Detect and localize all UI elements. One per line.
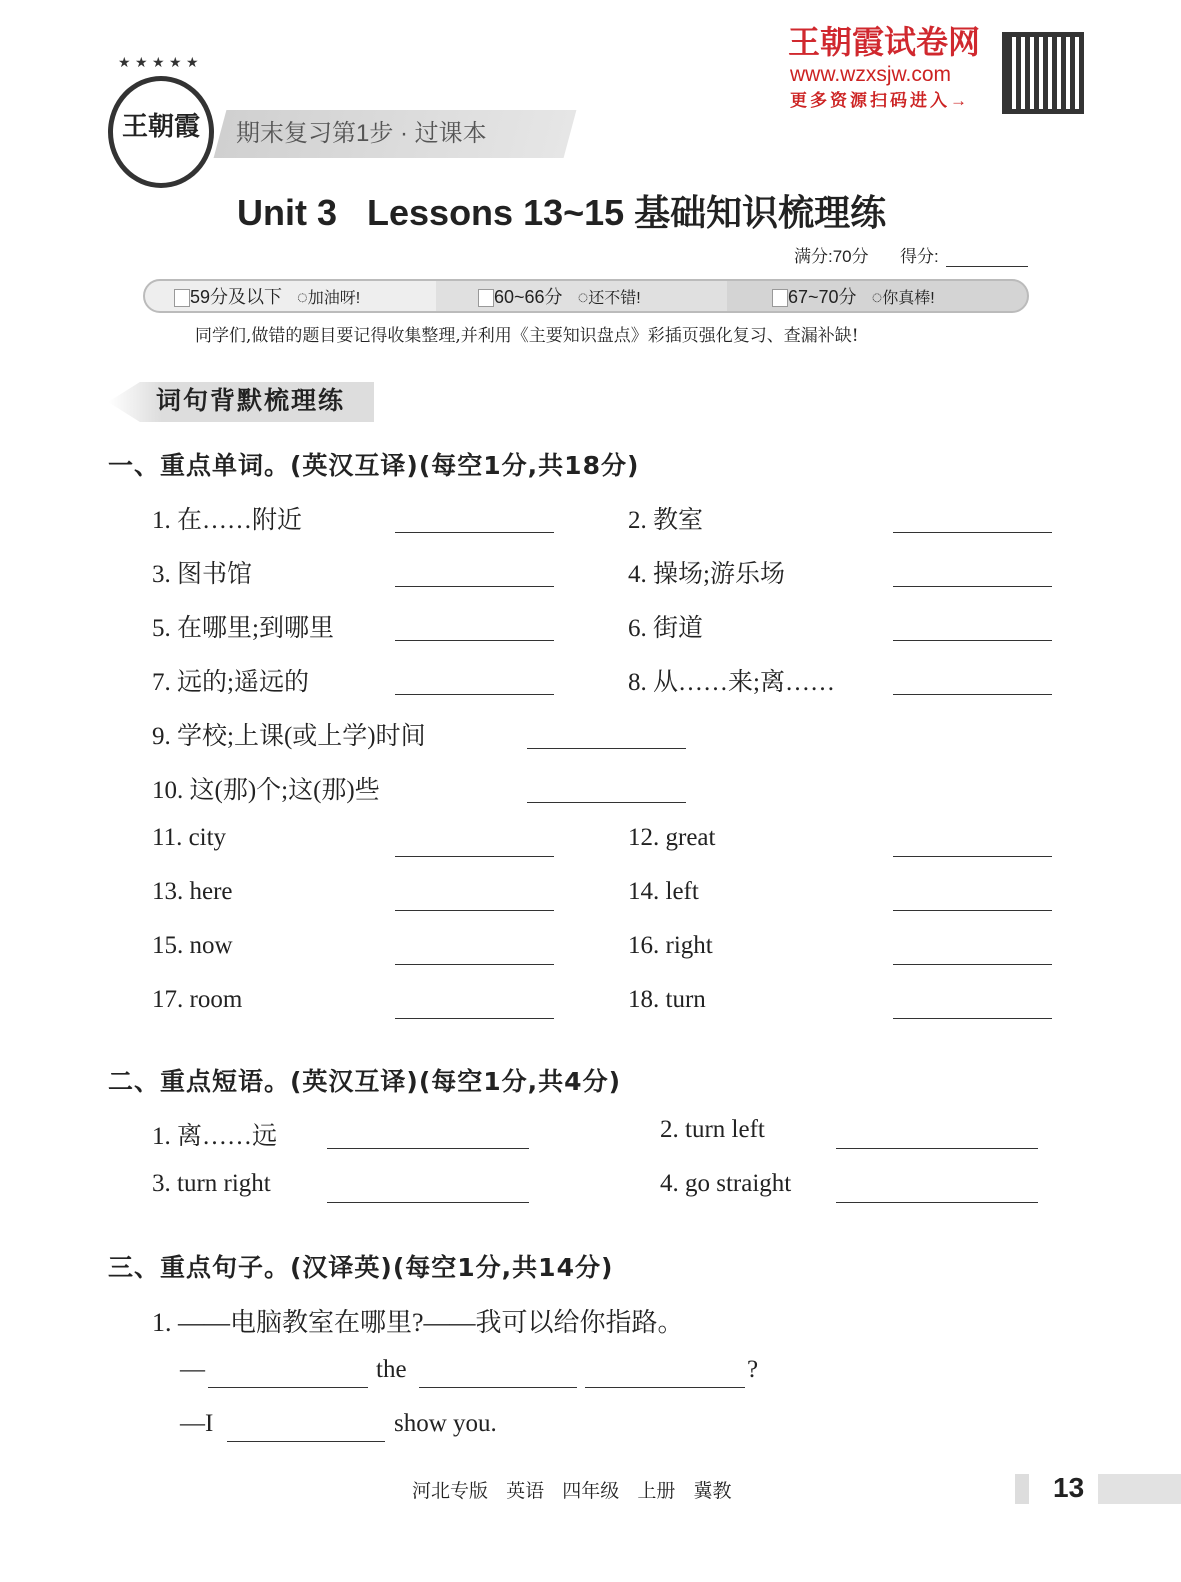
word-item: 18. turn bbox=[628, 986, 706, 1013]
part3-heading: 三、重点句子。(汉译英)(每空1分,共14分) bbox=[108, 1253, 614, 1282]
part1-heading: 一、重点单词。(英汉互译)(每空1分,共18分) bbox=[108, 451, 640, 480]
word-item: 17. room bbox=[152, 986, 243, 1013]
brand-scan-text: 更多资源扫码进入→ bbox=[790, 91, 970, 110]
answer-blank[interactable] bbox=[893, 909, 1052, 911]
phrase-item: 4. go straight bbox=[660, 1170, 792, 1197]
word-show-you: show you. bbox=[394, 1410, 497, 1437]
level-1[interactable] bbox=[174, 286, 360, 310]
word-item: 16. right bbox=[628, 932, 713, 959]
answer-blank[interactable] bbox=[893, 963, 1052, 965]
brand-url: www.wzxsjw.com bbox=[790, 63, 952, 86]
answer-blank[interactable] bbox=[419, 1386, 577, 1388]
level-msg: 加油呀! bbox=[307, 290, 361, 307]
page-title: Unit 3 Lessons 13~15 基础知识梳理练 bbox=[237, 192, 887, 233]
page-number: 13 bbox=[1053, 1472, 1085, 1503]
answer-blank[interactable] bbox=[395, 585, 554, 587]
word-item: 1. 在……附近 bbox=[152, 507, 303, 534]
word-item: 6. 街道 bbox=[628, 615, 704, 642]
dash: — bbox=[180, 1356, 205, 1383]
smile-icon: ◌ bbox=[871, 287, 883, 307]
answer-blank[interactable] bbox=[585, 1386, 745, 1388]
score-field[interactable] bbox=[946, 265, 1028, 267]
word-item: 12. great bbox=[628, 824, 716, 851]
answer-blank[interactable] bbox=[836, 1147, 1038, 1149]
level-range: 60~66分 bbox=[494, 287, 563, 307]
word-item: 9. 学校;上课(或上学)时间 bbox=[152, 723, 426, 750]
phrase-item: 3. turn right bbox=[152, 1170, 271, 1197]
word-item: 14. left bbox=[628, 878, 699, 905]
word-item: 5. 在哪里;到哪里 bbox=[152, 615, 334, 642]
answer-blank[interactable] bbox=[327, 1201, 529, 1203]
star-icons: ★ ★ ★ ★ ★ bbox=[118, 55, 199, 71]
answer-blank[interactable] bbox=[395, 531, 554, 533]
answer-blank[interactable] bbox=[893, 585, 1052, 587]
score-label: 得分: bbox=[900, 247, 939, 266]
brand-site-name: 王朝霞试卷网 bbox=[788, 24, 981, 60]
answer-blank[interactable] bbox=[395, 855, 554, 857]
answer-blank[interactable] bbox=[395, 963, 554, 965]
sentence-1-prompt: 1. ——电脑教室在哪里?——我可以给你指路。 bbox=[152, 1308, 684, 1337]
word-item: 10. 这(那)个;这(那)些 bbox=[152, 777, 380, 804]
word-item: 7. 远的;遥远的 bbox=[152, 669, 309, 696]
word-the: the bbox=[376, 1356, 407, 1383]
answer-blank[interactable] bbox=[395, 639, 554, 641]
word-item: 2. 教室 bbox=[628, 507, 704, 534]
answer-blank[interactable] bbox=[395, 693, 554, 695]
answer-blank[interactable] bbox=[893, 1017, 1052, 1019]
section-tag-text: 词句背默梳理练 bbox=[156, 387, 346, 415]
answer-blank[interactable] bbox=[836, 1201, 1038, 1203]
level-2[interactable] bbox=[478, 286, 641, 310]
logo-text: 王朝霞 bbox=[121, 112, 200, 142]
word-item: 15. now bbox=[152, 932, 233, 959]
answer-blank[interactable] bbox=[893, 531, 1052, 533]
answer-blank[interactable] bbox=[327, 1147, 529, 1149]
level-range: 59分及以下 bbox=[190, 287, 283, 307]
banner-text: 期末复习第1步 · 过课本 bbox=[236, 120, 487, 147]
tip-text: 同学们,做错的题目要记得收集整理,并利用《主要知识盘点》彩插页强化复习、查漏补缺! bbox=[195, 326, 859, 346]
level-msg: 还不错! bbox=[588, 290, 641, 307]
word-item: 3. 图书馆 bbox=[152, 561, 253, 588]
smile-icon: ◌ bbox=[577, 287, 589, 307]
answer-blank[interactable] bbox=[227, 1440, 385, 1442]
word-item: 11. city bbox=[152, 824, 227, 851]
word-item: 4. 操场;游乐场 bbox=[628, 561, 785, 588]
level-msg: 你真棒! bbox=[882, 290, 935, 307]
answer-blank[interactable] bbox=[208, 1386, 368, 1388]
answer-blank[interactable] bbox=[395, 909, 554, 911]
answer-blank[interactable] bbox=[395, 1017, 554, 1019]
smile-icon: ◌ bbox=[297, 287, 308, 307]
footer-info: 河北专版 英语 四年级 上册 冀教 bbox=[412, 1480, 732, 1502]
word-item: 8. 从……来;离…… bbox=[628, 669, 835, 696]
answer-blank[interactable] bbox=[527, 747, 686, 749]
full-score: 满分:70分 bbox=[794, 247, 869, 266]
part2-heading: 二、重点短语。(英汉互译)(每空1分,共4分) bbox=[108, 1067, 621, 1096]
phrase-item: 2. turn left bbox=[660, 1116, 765, 1143]
logo bbox=[108, 76, 214, 188]
answer-blank[interactable] bbox=[893, 693, 1052, 695]
answer-blank[interactable] bbox=[893, 639, 1052, 641]
answer-blank[interactable] bbox=[893, 855, 1052, 857]
page-corner bbox=[1015, 1474, 1181, 1504]
level-range: 67~70分 bbox=[788, 287, 857, 307]
dash-i: —I bbox=[180, 1410, 214, 1437]
word-item: 13. here bbox=[152, 878, 233, 905]
question-mark: ? bbox=[747, 1356, 759, 1383]
phrase-item: 1. 离……远 bbox=[152, 1123, 278, 1150]
answer-blank[interactable] bbox=[527, 801, 686, 803]
level-3[interactable] bbox=[772, 286, 935, 310]
qr-code-icon[interactable] bbox=[1002, 32, 1084, 114]
